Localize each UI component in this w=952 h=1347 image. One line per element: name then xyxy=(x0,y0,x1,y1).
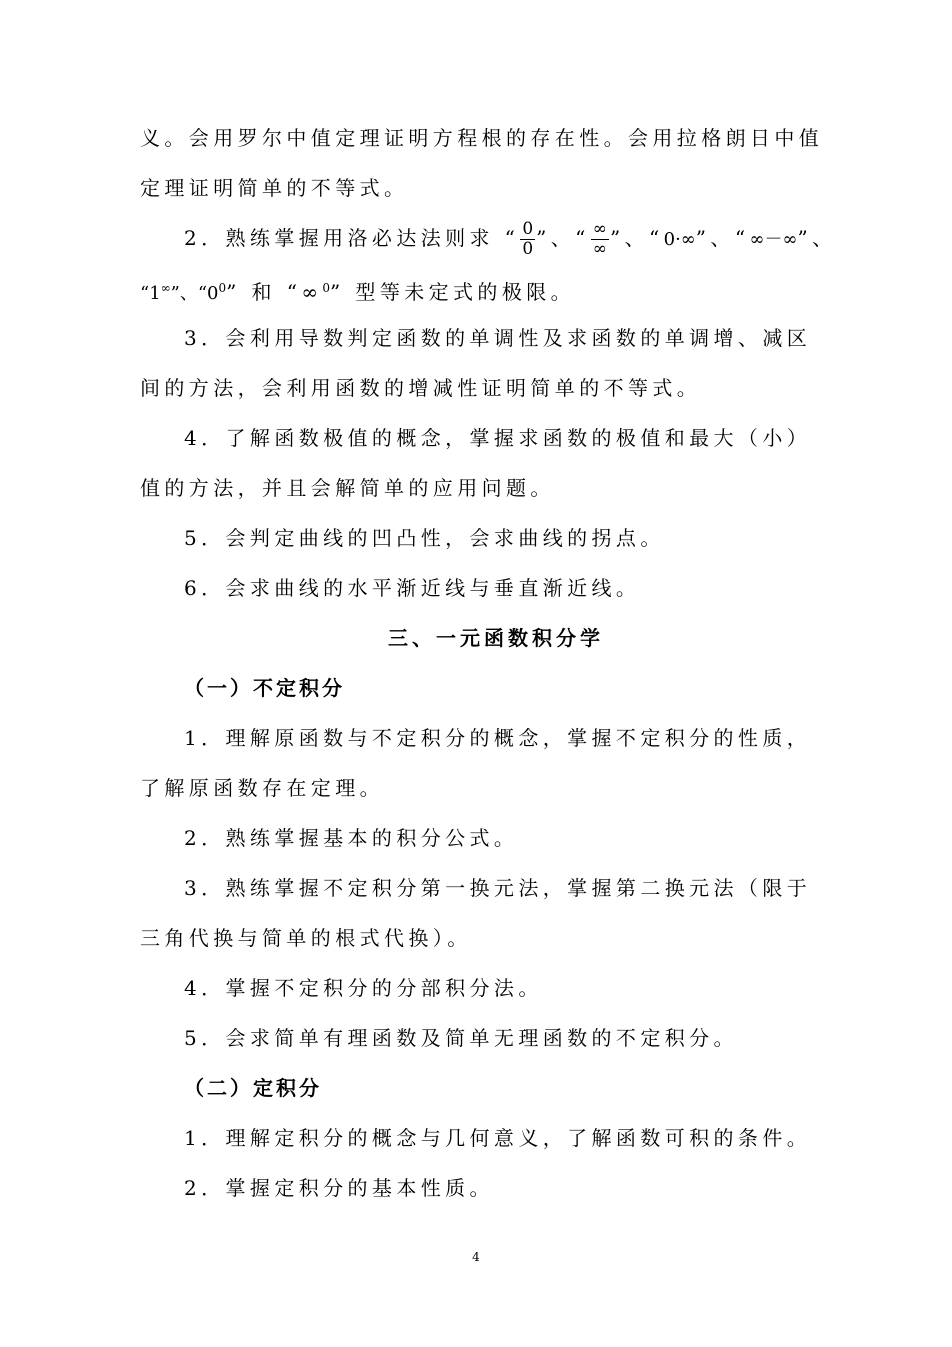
text-fragment: ” 型等未定式的极限。 xyxy=(330,280,576,304)
fraction-inf-over-inf xyxy=(591,221,609,258)
text-line: 定理证明简单的不等式。 xyxy=(140,176,409,200)
text-line: 4．掌握不定积分的分部积分法。 xyxy=(184,976,543,1000)
subsection-title: （一）不定积分 xyxy=(184,676,345,700)
text-line: 2．掌握定积分的基本性质。 xyxy=(184,1176,494,1200)
text-line: 1．理解原函数与不定积分的概念，掌握不定积分的性质， xyxy=(184,726,812,750)
text-line: 5．会求简单有理函数及简单无理函数的不定积分。 xyxy=(184,1026,738,1050)
text-line: 4．了解函数极值的概念，掌握求函数的极值和最大（小） xyxy=(184,426,812,450)
text-fragment: ”、“ xyxy=(695,226,750,250)
text-fragment: ” 和 “∞ xyxy=(226,280,323,304)
math-zero: ”、“0 xyxy=(170,283,219,304)
text-line: 三角代换与简单的根式代换）。 xyxy=(140,926,472,950)
superscript-inf: ∞ xyxy=(160,281,171,295)
fraction-denominator: ∞ xyxy=(592,239,607,259)
text-line: 了解原函数存在定理。 xyxy=(140,776,384,800)
text-line-indeterminate-forms xyxy=(0,263,952,313)
fraction-zero-over-zero xyxy=(520,221,535,258)
fraction-numerator: 0 xyxy=(522,219,534,239)
superscript-zero: 0 xyxy=(322,281,331,295)
text-line: 1．理解定积分的概念与几何意义，了解函数可积的条件。 xyxy=(184,1126,812,1150)
section-title: 三、一元函数积分学 xyxy=(388,626,604,650)
text-fragment: 2．熟练掌握用洛必达法则求 “ xyxy=(184,226,520,250)
text-fragment: ”、“ xyxy=(536,226,590,250)
math-one: “1 xyxy=(140,283,161,304)
page-number: 4 xyxy=(472,1250,480,1264)
text-line: 间的方法，会利用函数的增减性证明简单的不等式。 xyxy=(140,376,702,400)
text-line: 2．熟练掌握基本的积分公式。 xyxy=(184,826,519,850)
text-line: 3．会利用导数判定函数的单调性及求函数的单调增、减区 xyxy=(184,326,812,350)
math-inf-minus-inf: ∞－∞ xyxy=(749,229,798,250)
fraction-numerator: ∞ xyxy=(592,219,607,239)
text-line: 值的方法，并且会解简单的应用问题。 xyxy=(140,476,555,500)
subsection-title: （二）定积分 xyxy=(184,1076,322,1100)
text-fragment: ”、“ xyxy=(609,226,664,250)
text-line-limits xyxy=(0,213,952,263)
text-line: 3．熟练掌握不定积分第一换元法，掌握第二换元法（限于 xyxy=(184,876,812,900)
fraction-denominator: 0 xyxy=(522,239,534,259)
text-line: 义。会用罗尔中值定理证明方程根的存在性。会用拉格朗日中值 xyxy=(140,126,824,150)
math-zero-times-inf: 0·∞ xyxy=(663,229,696,250)
text-line: 6．会求曲线的水平渐近线与垂直渐近线。 xyxy=(184,576,641,600)
superscript-zero: 0 xyxy=(218,281,227,295)
text-fragment: ”、 xyxy=(797,226,837,250)
text-line: 5．会判定曲线的凹凸性，会求曲线的拐点。 xyxy=(184,526,665,550)
